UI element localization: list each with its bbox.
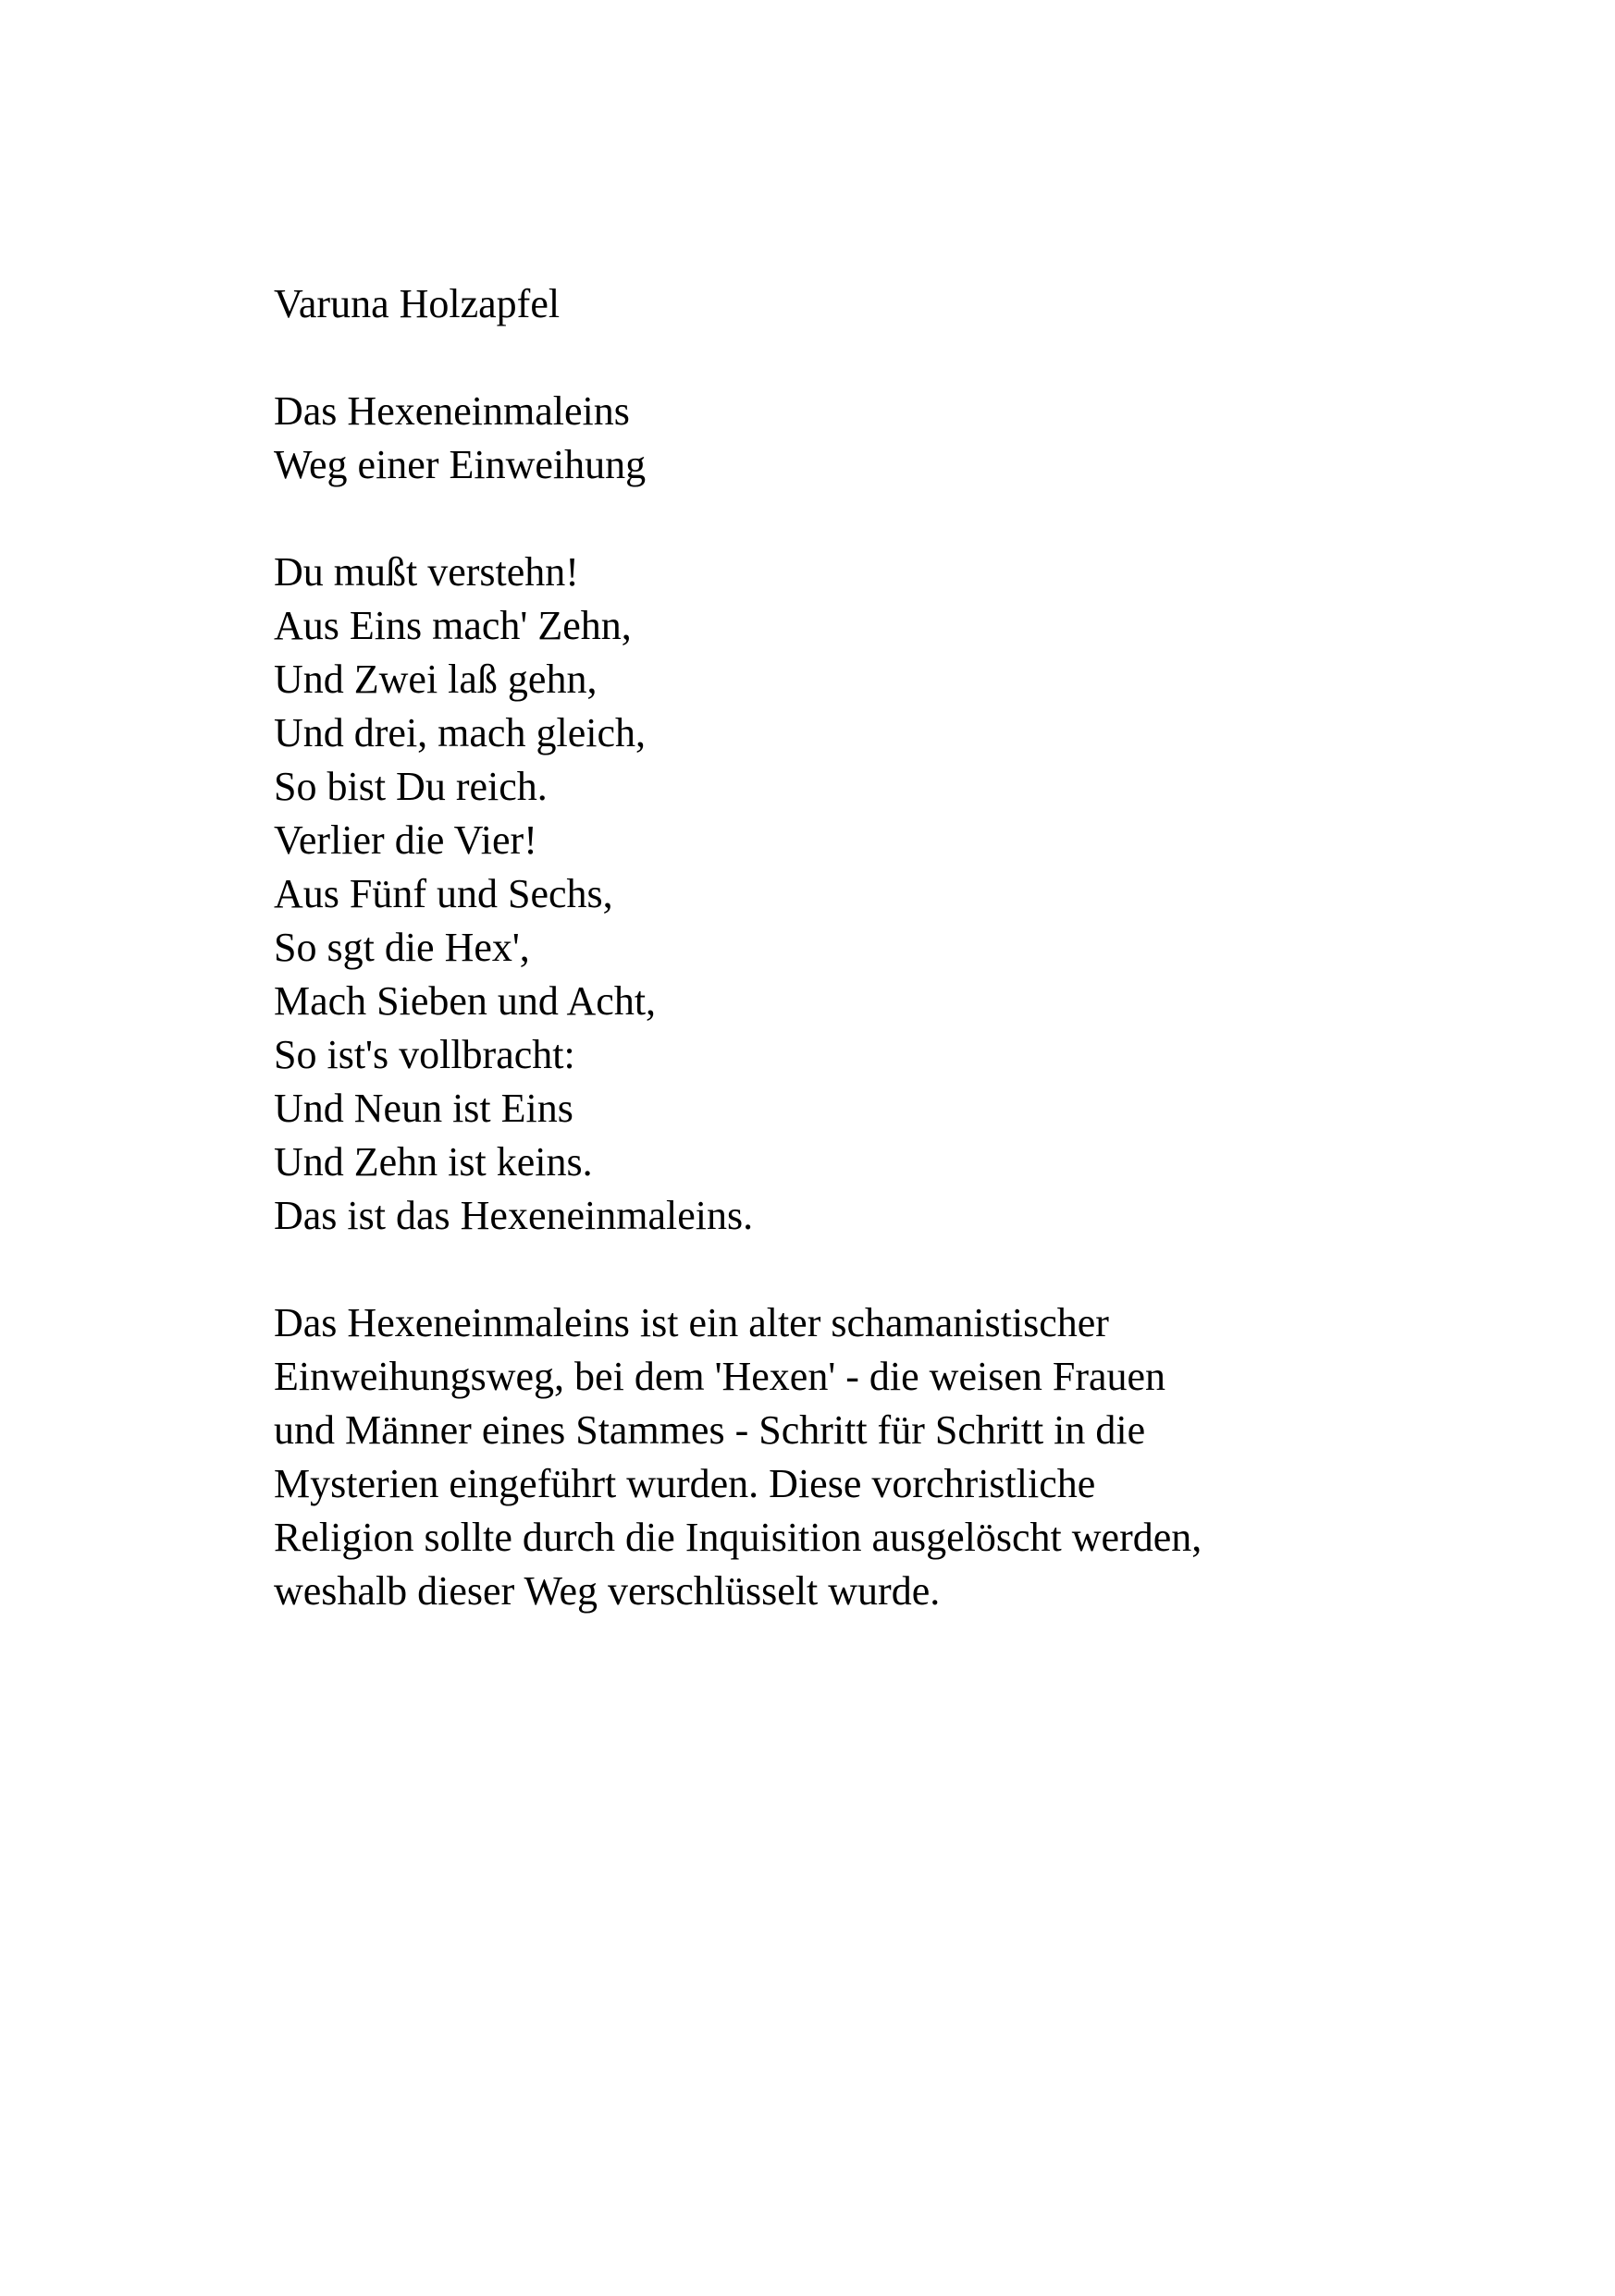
poem-line: Und Zehn ist keins. <box>274 1139 593 1185</box>
poem-line: Aus Fünf und Sechs, <box>274 871 613 916</box>
document-body <box>274 277 1476 1618</box>
explanation-paragraph <box>274 1296 1476 1618</box>
poem-line: So sgt die Hex', <box>274 925 530 970</box>
document-subtitle: Weg einer Einweihung <box>274 442 647 487</box>
poem-line: Und Zwei laß gehn, <box>274 657 598 702</box>
poem-line: So ist's vollbracht: <box>274 1032 575 1077</box>
poem-line: Verlier die Vier! <box>274 817 537 863</box>
author-name: Varuna Holzapfel <box>274 281 561 326</box>
poem-line: Mach Sieben und Acht, <box>274 978 657 1024</box>
document-title: Das Hexeneinmaleins <box>274 388 630 434</box>
paragraph-line: Das Hexeneinmaleins ist ein alter schamanistischer <box>274 1300 1109 1345</box>
poem-line: Das ist das Hexeneinmaleins. <box>274 1193 754 1238</box>
poem-line: So bist Du reich. <box>274 764 548 809</box>
title-block <box>274 385 1476 492</box>
poem-line: Und Neun ist Eins <box>274 1086 573 1131</box>
paragraph-line: Mysterien eingeführt wurden. Diese vorchristliche <box>274 1461 1096 1506</box>
author-block <box>274 277 1476 331</box>
paragraph-line: Religion sollte durch die Inquisition ausgelöscht werden, <box>274 1515 1202 1560</box>
paragraph-line: und Männer eines Stammes - Schritt für Schritt in die <box>274 1407 1146 1453</box>
poem-line: Du mußt verstehn! <box>274 549 579 595</box>
paragraph-line: Einweihungsweg, bei dem 'Hexen' - die weisen Frauen <box>274 1354 1166 1399</box>
poem <box>274 546 1476 1243</box>
poem-line: Und drei, mach gleich, <box>274 710 646 755</box>
paragraph-line: weshalb dieser Weg verschlüsselt wurde. <box>274 1568 941 1614</box>
poem-line: Aus Eins mach' Zehn, <box>274 603 632 648</box>
